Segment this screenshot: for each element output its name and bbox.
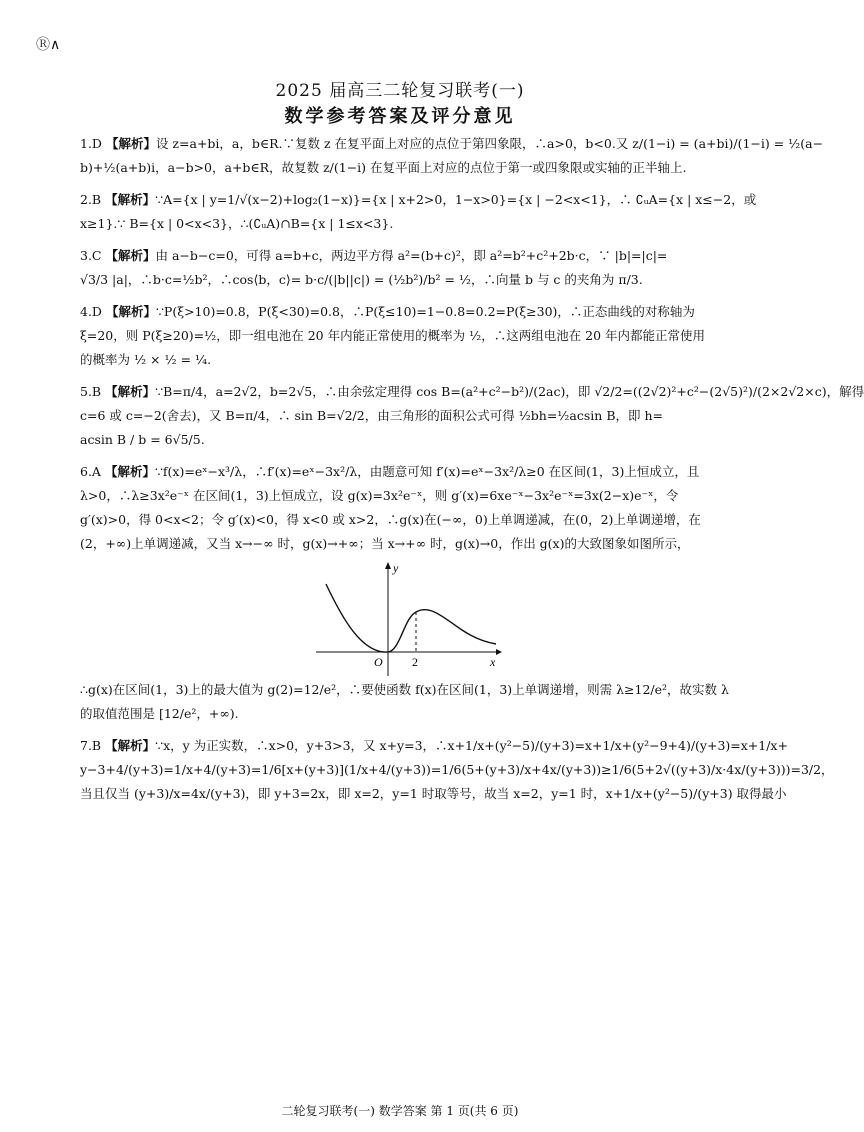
problem-line: √3/3 |a|，∴b·c=½b²，∴cos⟨b，c⟩= b·c/(|b||c|) = (½b²)/b² = ½，∴向量 b 与 c 的夹角为 π/3. — [80, 272, 643, 287]
problem-4 — [80, 300, 730, 372]
problem-2 — [80, 188, 757, 236]
problem-line: y−3+4/(y+3)=1/x+4/(y+3)=1/6[x+(y+3)](1/x+4/(y+3))=1/6(5+(y+3)/x+4x/(y+3))≥1/6(5+2√((y+3)/x·4x/(y+3)))=3/2， — [80, 762, 834, 777]
answer-content — [80, 132, 864, 814]
problem-line: b)+½(a+b)i，a−b>0，a+b∈R，故复数 z/(1−i) 在复平面上对应的点位于第一或四象限或实轴的正半轴上. — [80, 160, 687, 175]
analysis-tag: 【解析】 — [104, 464, 155, 479]
problem-label: 1.D — [80, 136, 102, 151]
x-axis-label: x — [490, 655, 496, 669]
problem-3 — [80, 244, 730, 292]
problem-label: 2.B — [80, 192, 102, 207]
problem-1 — [80, 132, 824, 180]
problem-text: ∵x，y 为正实数，∴x>0，y+3>3，又 x+y=3，∴x+1/x+(y²−5)/(y+3)=x+1/x+(y²−9+4)/(y+3)=x+1/x+ — [155, 738, 788, 753]
analysis-tag: 【解析】 — [105, 136, 156, 151]
x-axis-arrow — [496, 649, 502, 655]
analysis-tag: 【解析】 — [105, 738, 156, 753]
problem-line — [80, 188, 757, 212]
problem-line: c=6 或 c=−2(舍去)，又 B=π/4，∴ sin B=√2/2，由三角形的面积公式可得 ½bh=½acsin B，即 h= — [80, 408, 663, 423]
problem-line: g′(x)>0，得 0<x<2；令 g′(x)<0，得 x<0 或 x>2，∴g(x)在(−∞，0)上单调递减，在(0，2)上单调递增，在 — [80, 512, 701, 527]
page-footer: 二轮复习联考(一) 数学答案 第 1 页(共 6 页) — [281, 1104, 519, 1118]
problem-line: λ>0，∴λ≥3x²e⁻ˣ 在区间(1，3)上恒成立，设 g(x)=3x²e⁻ˣ，则 g′(x)=6xe⁻ˣ−3x²e⁻ˣ=3x(2−x)e⁻ˣ，令 — [80, 488, 679, 503]
problem-text: ∵f(x)=eˣ−x³/λ，∴f′(x)=eˣ−3x²/λ，由题意可知 f′(x)=eˣ−3x²/λ≥0 在区间(1，3)上恒成立，且 — [154, 464, 700, 479]
problem-line — [80, 132, 824, 156]
analysis-tag: 【解析】 — [105, 192, 156, 207]
corner-mark: Ⓡ∧ — [36, 37, 61, 53]
problem-line: ∴g(x)在区间(1，3)上的最大值为 g(2)=12/e²，∴要使函数 f(x)在区间(1，3)上单调递增，则需 λ≥12/e²，故实数 λ — [80, 682, 729, 697]
page-title: 2025 届高三二轮复习联考(一) — [275, 81, 525, 101]
page-subtitle: 数学参考答案及评分意见 — [284, 106, 516, 127]
problem-line — [80, 300, 730, 324]
problem-text: ∵B=π/4，a=2√2，b=2√5，∴由余弦定理得 cos B=(a²+c²−b²)/(2ac)，即 √2/2=((2√2)²+c²−(2√5)²)/(2×2√2×c)，解得 — [155, 384, 864, 399]
analysis-tag: 【解析】 — [105, 304, 156, 319]
y-axis-label: y — [393, 561, 399, 575]
problem-text: ∵P(ξ>10)=0.8，P(ξ<30)=0.8，∴P(ξ≤10)=1−0.8=0.2=P(ξ≥30)，∴正态曲线的对称轴为 — [155, 304, 695, 319]
problem-label: 7.B — [80, 738, 102, 753]
problem-line — [80, 244, 730, 268]
function-graph — [312, 560, 502, 678]
problem-line: 的取值范围是 [12/e²，+∞). — [80, 706, 239, 721]
problem-label: 6.A — [80, 464, 101, 479]
problem-line: 的概率为 ½ × ½ = ¼. — [80, 352, 212, 367]
problem-5 — [80, 380, 864, 452]
problem-label: 4.D — [80, 304, 102, 319]
problem-text: 由 a−b−c=0，可得 a=b+c，两边平方得 a²=(b+c)²，即 a²=b²+c²+2b·c，∵ |b|=|c|= — [155, 248, 668, 263]
curve-g — [326, 584, 496, 652]
analysis-tag: 【解析】 — [105, 248, 156, 263]
analysis-tag: 【解析】 — [105, 384, 156, 399]
problem-line: ξ=20，则 P(ξ≥20)=½，即一组电池在 20 年内能正常使用的概率为 ½，∴这两组电池在 20 年内都能正常使用 — [80, 328, 706, 343]
problem-line — [80, 460, 730, 484]
problem-line: 当且仅当 (y+3)/x=4x/(y+3)，即 y+3=2x，即 x=2，y=1 时取等号，故当 x=2，y=1 时，x+1/x+(y²−5)/(y+3) 取得最小 — [80, 786, 787, 801]
problem-text: 设 z=a+bi，a，b∈R.∵复数 z 在复平面上对应的点位于第四象限，∴a>0，b<0.又 z/(1−i) = (a+bi)/(1−i) = ½(a− — [155, 136, 824, 151]
problem-6 — [80, 460, 730, 726]
y-axis-arrow — [385, 562, 391, 569]
problem-label: 3.C — [80, 248, 102, 263]
origin-label: O — [374, 655, 383, 669]
problem-line — [80, 734, 788, 758]
problem-7 — [80, 734, 834, 806]
tick-label-2: 2 — [412, 655, 418, 669]
problem-line — [80, 380, 864, 404]
problem-line: acsin B / b = 6√5/5. — [80, 432, 205, 447]
problem-line: x≥1}.∵ B={x | 0<x<3}，∴(∁ᵤA)∩B={x | 1≤x<3}. — [80, 216, 394, 231]
problem-text: ∵A={x | y=1/√(x−2)+log₂(1−x)}={x | x+2>0，1−x>0}={x | −2<x<1}，∴ ∁ᵤA={x | x≤−2，或 — [155, 192, 757, 207]
problem-label: 5.B — [80, 384, 102, 399]
problem-line: (2，+∞)上单调递减，又当 x→−∞ 时，g(x)→+∞；当 x→+∞ 时，g(x)→0，作出 g(x)的大致图象如图所示， — [80, 536, 690, 551]
